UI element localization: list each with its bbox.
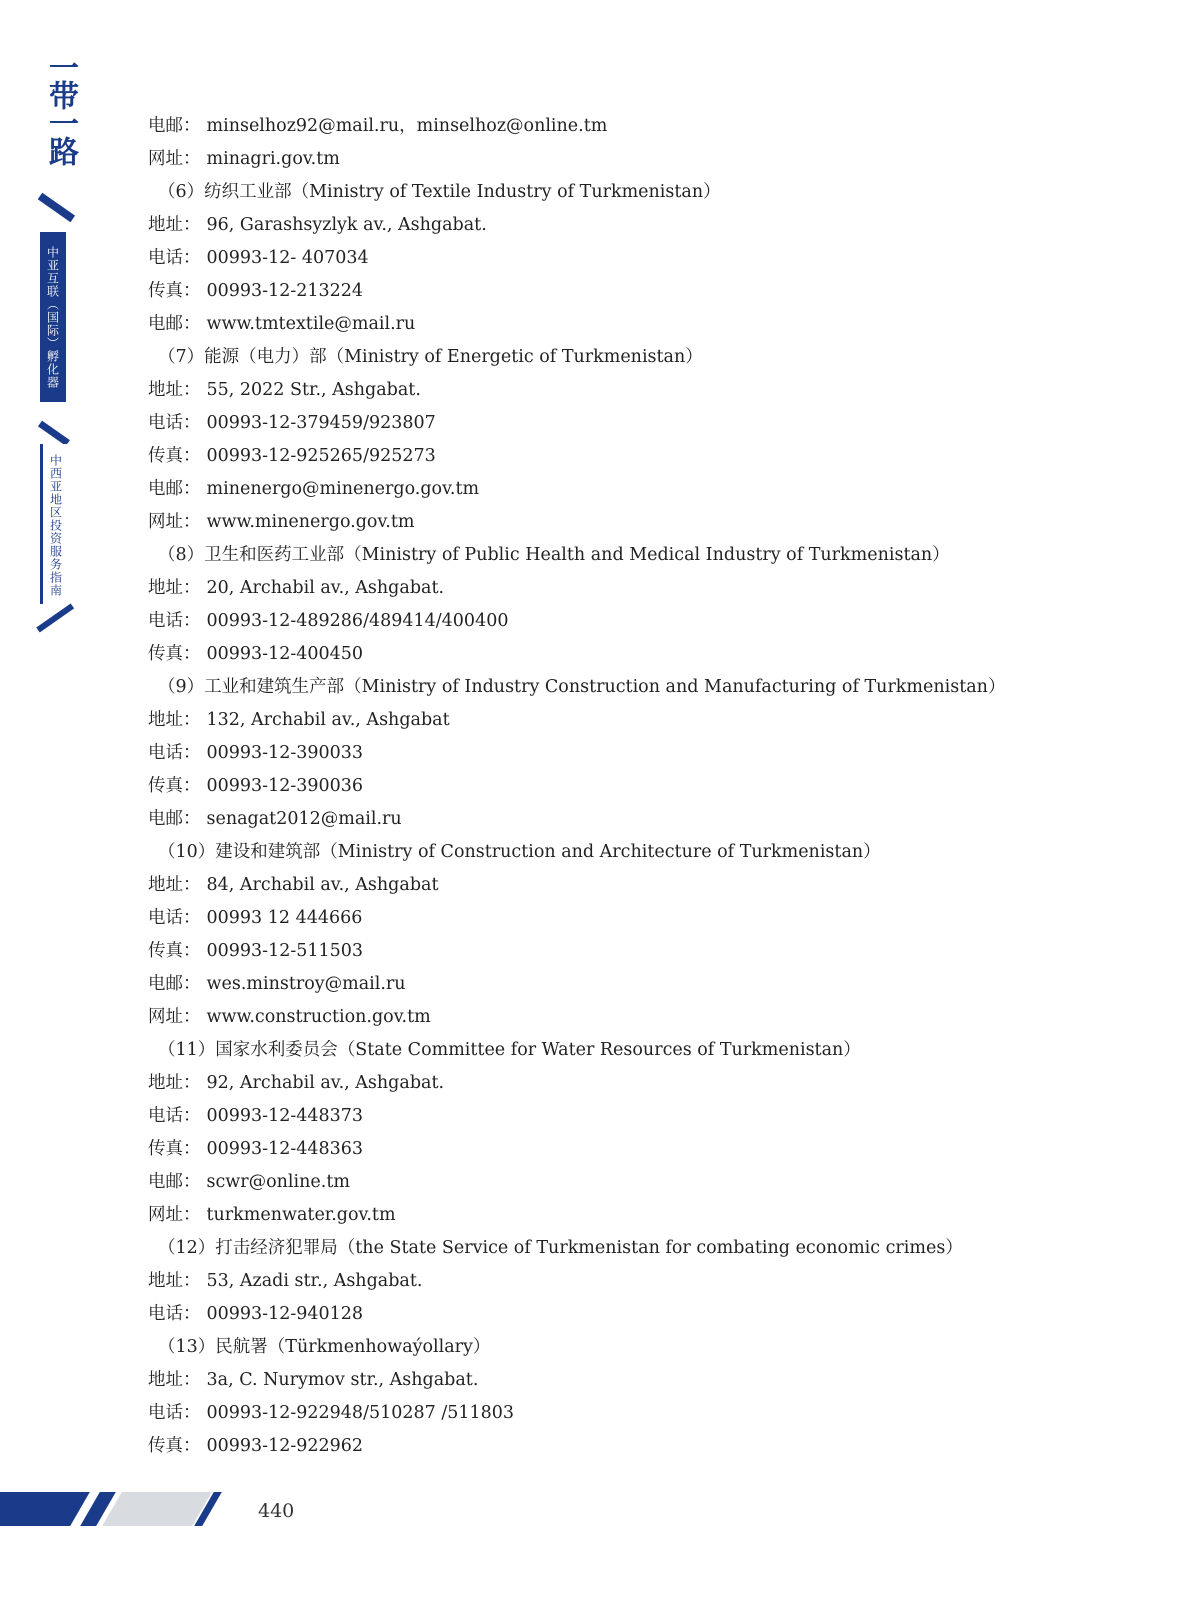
contact-line: [148, 968, 1108, 1001]
contact-line: [148, 242, 1108, 275]
decorative-slash: [38, 193, 75, 222]
page-number: 440: [258, 1500, 295, 1522]
field-label: 地址：: [148, 380, 201, 400]
contact-line: [148, 143, 1108, 176]
field-label: 地址：: [148, 215, 201, 235]
field-label: 传真：: [148, 1436, 201, 1456]
field-label: 电邮：: [148, 974, 201, 994]
field-value: 00993-12-379459/923807: [206, 413, 436, 433]
field-label: 电邮：: [148, 479, 201, 499]
field-label: 网址：: [148, 1007, 201, 1027]
field-value: 92, Archabil av., Ashgabat.: [206, 1073, 445, 1093]
field-label: 传真：: [148, 776, 201, 796]
contact-line: [148, 1001, 1108, 1034]
sidebar-band-incubator-text: 中亚互联（国际）孵化器: [45, 246, 60, 389]
field-value: minenergo@minenergo.gov.tm: [206, 479, 480, 499]
field-label: 地址：: [148, 875, 201, 895]
field-value: 00993-12-922962: [206, 1436, 364, 1456]
field-value: 00993-12-213224: [206, 281, 364, 301]
decorative-slash: [38, 421, 70, 446]
field-label: 传真：: [148, 1139, 201, 1159]
contact-line: [148, 605, 1108, 638]
field-value: www.minenergo.gov.tm: [206, 512, 415, 532]
field-value: 00993-12- 407034: [206, 248, 369, 268]
field-value: 00993-12-511503: [206, 941, 364, 961]
section-heading: （7）能源（电力）部（Ministry of Energetic of Turkmenistan）: [158, 347, 703, 367]
field-label: 网址：: [148, 1205, 201, 1225]
contact-line: [148, 1430, 1108, 1463]
section-heading: （10）建设和建筑部（Ministry of Construction and Architecture of Turkmenistan）: [158, 842, 881, 862]
field-value: 53, Azadi str., Ashgabat.: [206, 1271, 423, 1291]
field-value: scwr@online.tm: [206, 1172, 350, 1192]
field-label: 地址：: [148, 1370, 201, 1390]
document-body: [148, 110, 1108, 1463]
field-value: 00993-12-925265/925273: [206, 446, 436, 466]
contact-line: [148, 902, 1108, 935]
field-value: turkmenwater.gov.tm: [206, 1205, 396, 1225]
field-label: 电话：: [148, 1106, 201, 1126]
field-value: 00993 12 444666: [206, 908, 363, 928]
logo: 一带一路: [43, 52, 78, 164]
page-footer: [0, 1480, 1178, 1540]
section-heading: （8）卫生和医药工业部（Ministry of Public Health and Medical Industry of Turkmenistan）: [158, 545, 950, 565]
field-value: 84, Archabil av., Ashgabat: [206, 875, 439, 895]
field-label: 电话：: [148, 1304, 201, 1324]
contact-line: [148, 803, 1108, 836]
field-label: 电邮：: [148, 314, 201, 334]
field-label: 地址：: [148, 710, 201, 730]
field-label: 电邮：: [148, 1172, 201, 1192]
contact-line: [148, 1067, 1108, 1100]
contact-line: [148, 935, 1108, 968]
field-value: 3a, C. Nurymov str., Ashgabat.: [206, 1370, 479, 1390]
field-label: 地址：: [148, 578, 201, 598]
field-value: 96, Garashsyzlyk av., Ashgabat.: [206, 215, 487, 235]
contact-line: [148, 737, 1108, 770]
field-label: 电话：: [148, 611, 201, 631]
contact-line: [148, 440, 1108, 473]
field-value: 00993-12-390036: [206, 776, 364, 796]
contact-line: [148, 506, 1108, 539]
field-label: 电话：: [148, 248, 201, 268]
section-heading: （13）民航署（Türkmenhowaýollary）: [158, 1337, 491, 1357]
field-value: 00993-12-922948/510287 /511803: [206, 1403, 515, 1423]
field-label: 电邮：: [148, 809, 201, 829]
field-value: 132, Archabil av., Ashgabat: [206, 710, 450, 730]
field-value: 00993-12-489286/489414/400400: [206, 611, 509, 631]
field-label: 传真：: [148, 281, 201, 301]
field-value: www.construction.gov.tm: [206, 1007, 431, 1027]
contact-line: [148, 1100, 1108, 1133]
field-label: 电话：: [148, 1403, 201, 1423]
field-value: 00993-12-940128: [206, 1304, 364, 1324]
contact-line: [148, 209, 1108, 242]
contact-line: [148, 1265, 1108, 1298]
section-heading: （9）工业和建筑生产部（Ministry of Industry Construction and Manufacturing of Turkmenistan）: [158, 677, 1006, 697]
contact-line: [148, 407, 1108, 440]
field-value: 20, Archabil av., Ashgabat.: [206, 578, 445, 598]
field-label: 传真：: [148, 446, 201, 466]
contact-line: [148, 1364, 1108, 1397]
contact-line: [148, 308, 1108, 341]
contact-line: [148, 473, 1108, 506]
field-value: www.tmtextile@mail.ru: [206, 314, 416, 334]
field-label: 网址：: [148, 149, 201, 169]
contact-line: [148, 770, 1108, 803]
field-value: minagri.gov.tm: [206, 149, 340, 169]
section-heading: （12）打击经济犯罪局（the State Service of Turkmenistan for combating economic crimes）: [158, 1238, 963, 1258]
contact-line: [148, 638, 1108, 671]
field-label: 传真：: [148, 941, 201, 961]
contact-line: [148, 869, 1108, 902]
footer-stripe: [102, 1492, 212, 1526]
contact-line: [148, 1397, 1108, 1430]
sidebar-decoration: [34, 52, 76, 612]
contact-line: [148, 704, 1108, 737]
sidebar-band-guide-text: 中西亚地区投资服务指南: [48, 454, 63, 597]
field-label: 电邮：: [148, 116, 201, 136]
section-heading: （6）纺织工业部（Ministry of Textile Industry of Turkmenistan）: [158, 182, 721, 202]
field-label: 地址：: [148, 1271, 201, 1291]
contact-line: [148, 1166, 1108, 1199]
contact-line: [148, 275, 1108, 308]
contact-line: [148, 572, 1108, 605]
field-label: 传真：: [148, 644, 201, 664]
field-value: 00993-12-448373: [206, 1106, 364, 1126]
decorative-slash: [36, 603, 74, 632]
field-label: 电话：: [148, 908, 201, 928]
field-label: 网址：: [148, 512, 201, 532]
contact-line: [148, 374, 1108, 407]
field-value: wes.minstroy@mail.ru: [206, 974, 406, 994]
contact-line: [148, 1199, 1108, 1232]
field-value: 00993-12-390033: [206, 743, 364, 763]
field-label: 地址：: [148, 1073, 201, 1093]
contact-line: [148, 1298, 1108, 1331]
contact-line: [148, 1133, 1108, 1166]
field-value: 55, 2022 Str., Ashgabat.: [206, 380, 421, 400]
contact-line: [148, 110, 1108, 143]
field-value: minselhoz92@mail.ru，minselhoz@online.tm: [206, 116, 608, 136]
field-label: 电话：: [148, 743, 201, 763]
field-label: 电话：: [148, 413, 201, 433]
sidebar-band-incubator: [40, 232, 66, 402]
field-value: 00993-12-400450: [206, 644, 364, 664]
section-heading: （11）国家水利委员会（State Committee for Water Resources of Turkmenistan）: [158, 1040, 861, 1060]
field-value: senagat2012@mail.ru: [206, 809, 402, 829]
field-value: 00993-12-448363: [206, 1139, 364, 1159]
footer-stripe: [0, 1492, 90, 1526]
sidebar-band-guide: [40, 444, 69, 604]
